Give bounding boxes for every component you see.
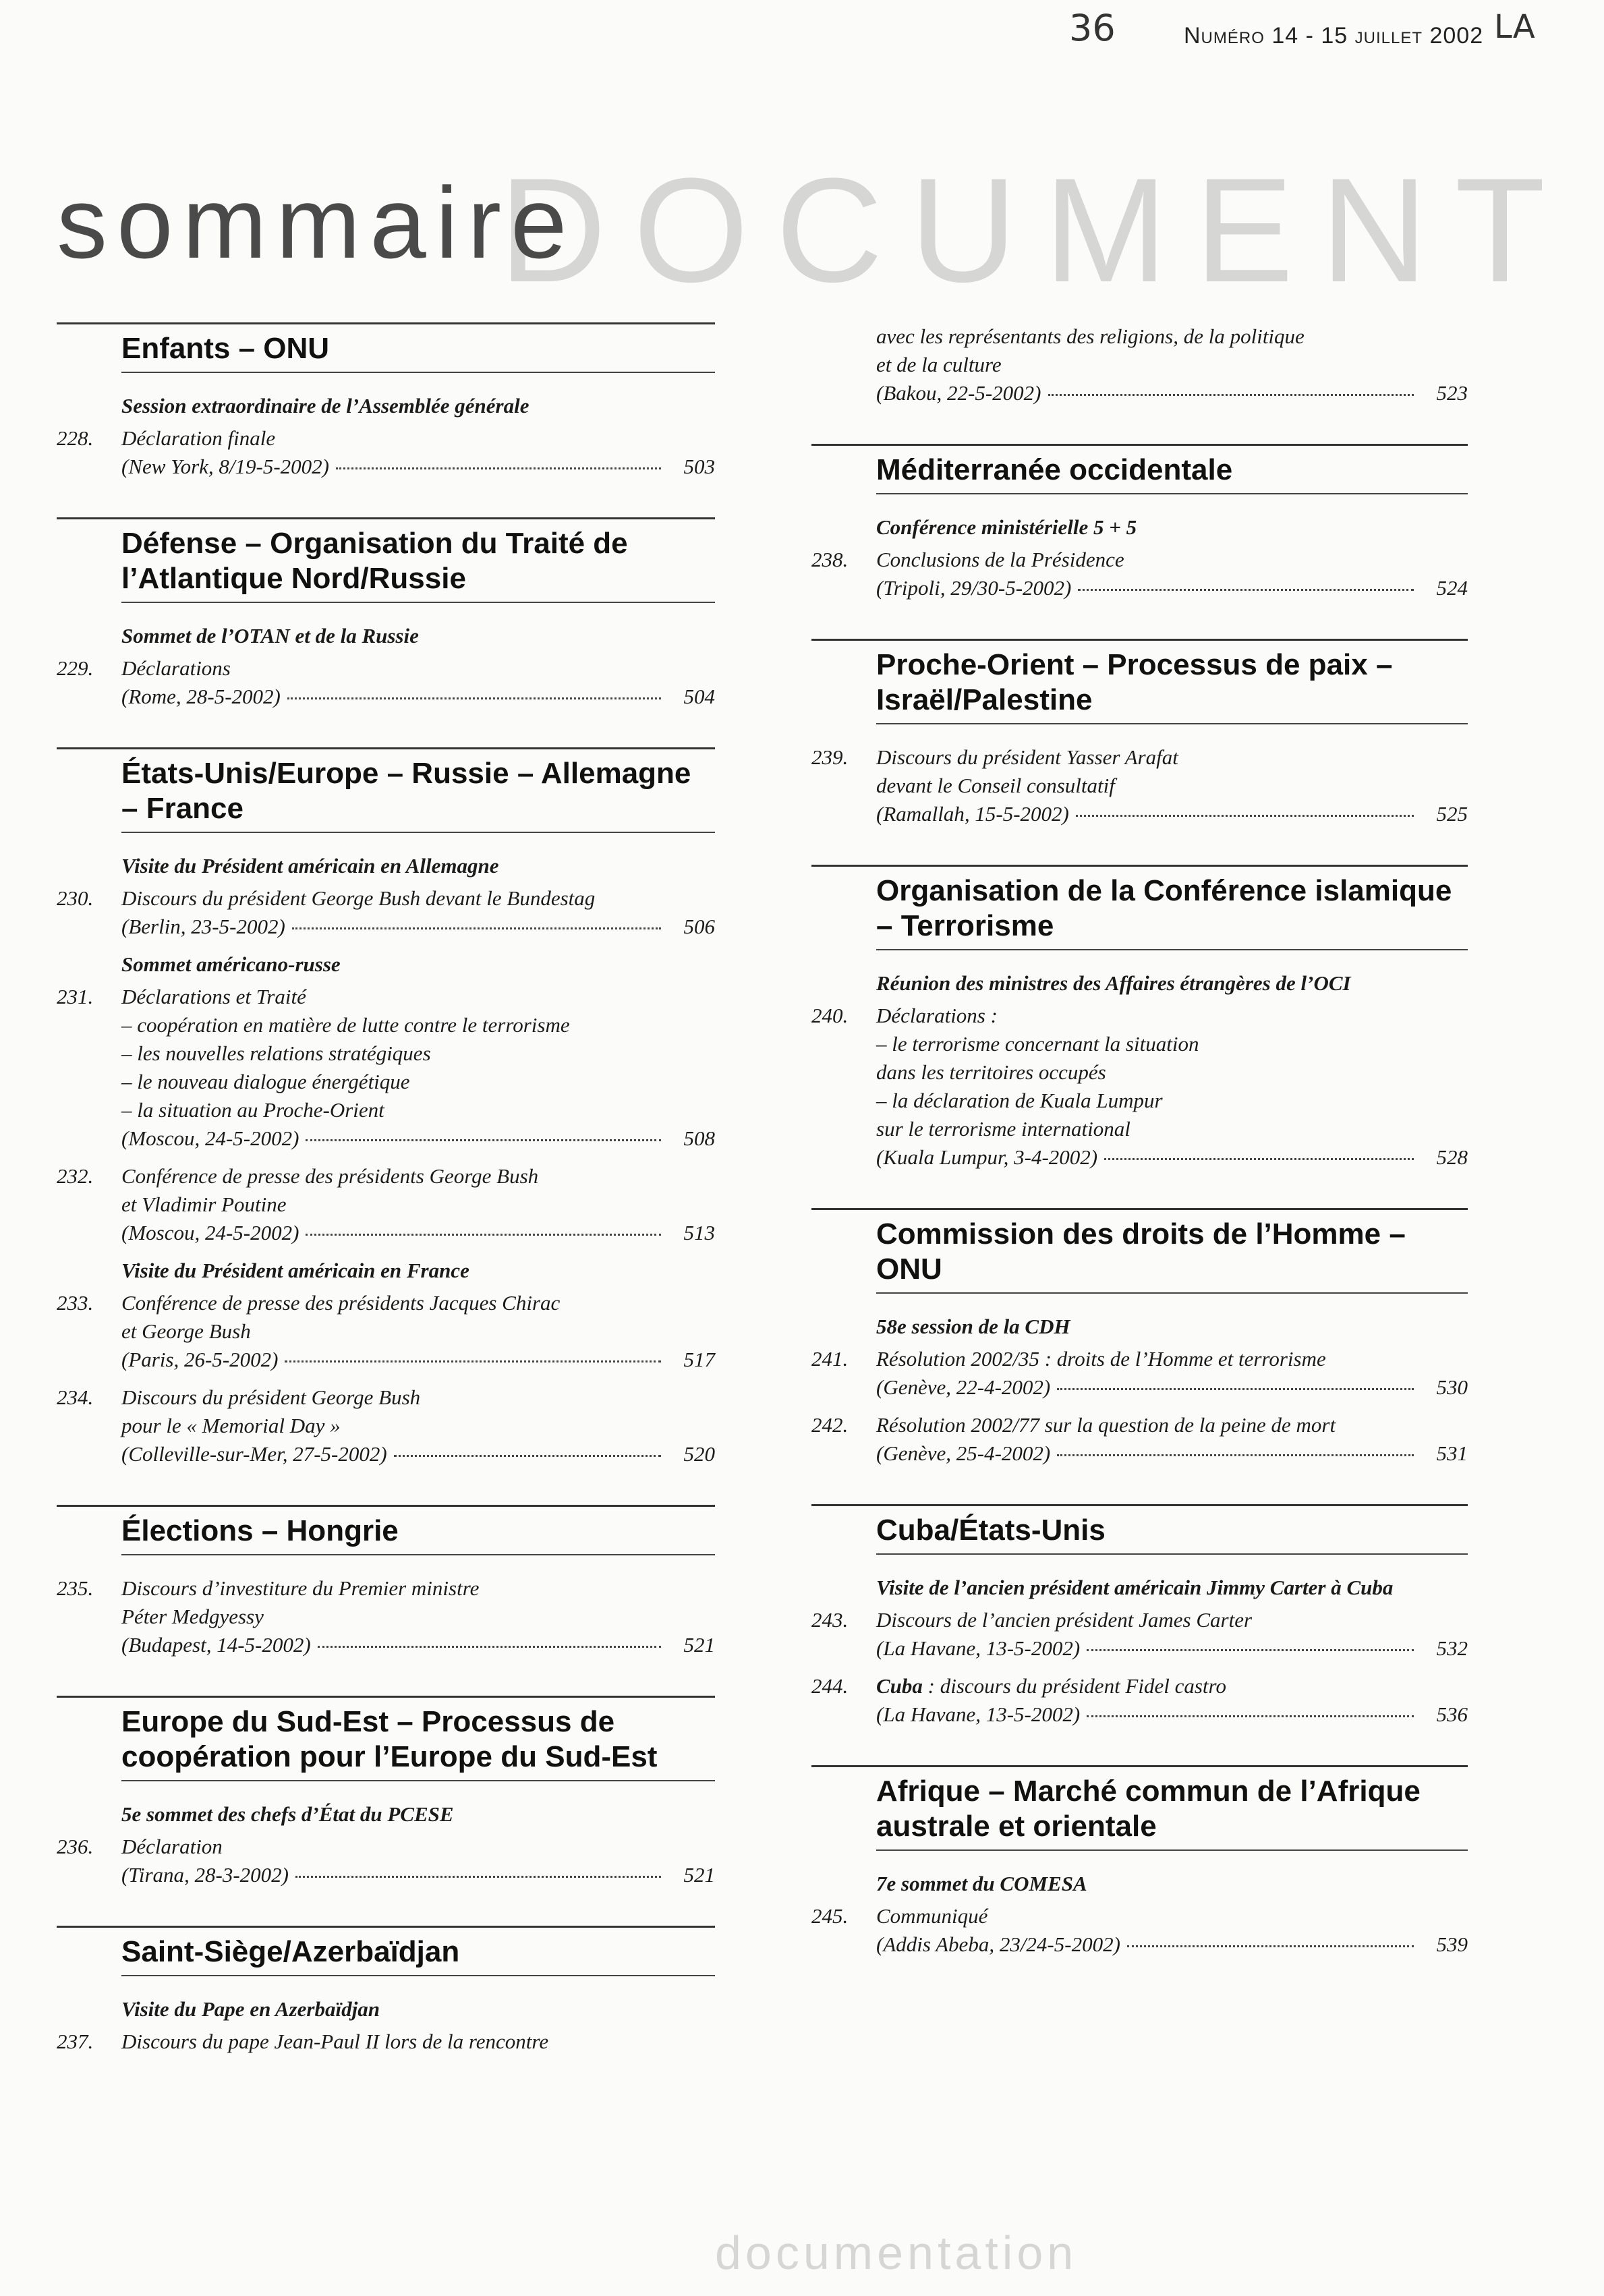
session-subtitle: Réunion des ministres des Affaires étrangères de l’OCI <box>876 971 1351 995</box>
entry-page-number: 503 <box>683 455 715 478</box>
section-gap <box>57 1478 715 1505</box>
entry-page-number: 521 <box>683 1863 715 1887</box>
dot-leader <box>1104 1158 1414 1160</box>
section-underline <box>121 832 715 833</box>
section-rule <box>57 517 715 519</box>
section-gap <box>811 417 1468 444</box>
dot-leader <box>1057 1454 1414 1456</box>
section-gap <box>57 1899 715 1926</box>
entry-place-date: (La Havane, 13-5-2002) <box>876 1636 1081 1660</box>
toc-section <box>811 322 1468 407</box>
section-underline <box>121 1975 715 1976</box>
session-subtitle: 5e sommet des chefs d’État du PCESE <box>121 1802 454 1826</box>
entry-page-number: 504 <box>683 685 715 708</box>
entry-page-number: 532 <box>1436 1636 1468 1660</box>
toc-section <box>811 1738 1468 1959</box>
section-title: Défense – Organisation du Traité de l’Atlantique Nord/Russie <box>121 527 628 595</box>
session-subtitle: Sommet de l’OTAN et de la Russie <box>121 624 419 648</box>
dot-leader <box>306 1139 661 1141</box>
issue-number: 14 - 15 <box>1271 23 1348 49</box>
entry-line: sur le terrorisme international <box>876 1117 1130 1141</box>
entry-body <box>811 743 1468 828</box>
toc-entry <box>57 1289 715 1374</box>
section-rule <box>811 1765 1468 1767</box>
entry-place-date: (Paris, 26-5-2002) <box>121 1348 279 1371</box>
session-subtitle: Visite du Pape en Azerbaïdjan <box>121 1997 380 2021</box>
entry-reference <box>121 1631 715 1659</box>
entry-number: 233. <box>57 1291 94 1315</box>
section-rule <box>811 444 1468 446</box>
toc-entry <box>811 322 1468 407</box>
section-gap <box>57 490 715 517</box>
entry-place-date: (Addis Abeba, 23/24-5-2002) <box>876 1932 1120 1956</box>
entry-line: Déclarations et Traité <box>121 985 306 1008</box>
entry-page-number: 521 <box>683 1633 715 1657</box>
entry-line: Déclaration <box>121 1835 223 1858</box>
entry-body <box>811 546 1468 602</box>
entry-reference <box>121 1346 715 1374</box>
entry-reference <box>121 683 715 711</box>
right-column <box>811 322 1468 1968</box>
entry-reference <box>876 1143 1468 1172</box>
entry-number: 232. <box>57 1164 94 1188</box>
entry-body <box>57 1574 715 1659</box>
entry-line: Discours de l’ancien président James Carter <box>876 1608 1253 1632</box>
dot-leader <box>1087 1649 1414 1651</box>
entry-line: Discours du président Yasser Arafat <box>876 745 1178 769</box>
toc-entry <box>811 743 1468 828</box>
issue-header <box>1184 23 1483 49</box>
dot-leader <box>306 1234 661 1236</box>
toc-entry <box>57 424 715 481</box>
entry-reference <box>121 913 715 941</box>
entry-body <box>57 884 715 941</box>
session-subtitle: 7e sommet du COMESA <box>876 1872 1087 1895</box>
entry-line: Discours du président George Bush devant le Bundestag <box>121 886 596 910</box>
section-title: Proche-Orient – Processus de paix – Israël/Palestine <box>876 648 1393 716</box>
entry-place-date: (Genève, 25-4-2002) <box>876 1441 1051 1465</box>
entry-reference <box>876 1373 1468 1402</box>
entry-line: – les nouvelles relations stratégiques <box>121 1041 431 1065</box>
toc-entry <box>811 1002 1468 1172</box>
entry-line: et de la culture <box>876 353 1002 376</box>
dot-leader <box>1076 815 1414 817</box>
toc-entry <box>57 1833 715 1889</box>
entry-line: Conclusions de la Présidence <box>876 548 1124 571</box>
entry-line: et Vladimir Poutine <box>121 1193 287 1216</box>
left-column <box>57 322 715 2065</box>
dot-leader <box>292 927 661 929</box>
dot-leader <box>1127 1945 1414 1947</box>
entry-number: 240. <box>811 1004 849 1027</box>
section-title: Enfants – ONU <box>121 332 330 365</box>
entry-body <box>811 1345 1468 1402</box>
page-title: sommaire <box>57 166 577 279</box>
entry-line: pour le « Memorial Day » <box>121 1414 341 1437</box>
entry-number: 243. <box>811 1608 849 1632</box>
section-rule <box>57 747 715 749</box>
toc-entry <box>57 983 715 1153</box>
entry-place-date: (Colleville-sur-Mer, 27-5-2002) <box>121 1442 387 1466</box>
section-rule <box>811 1208 1468 1210</box>
toc-section <box>57 1478 715 1659</box>
entry-number: 245. <box>811 1904 849 1928</box>
entry-number: 228. <box>57 426 94 450</box>
entry-number: 242. <box>811 1413 849 1437</box>
dot-leader <box>295 1876 661 1878</box>
section-gap <box>811 1181 1468 1208</box>
entry-number: 231. <box>57 985 94 1008</box>
section-rule <box>57 322 715 324</box>
entry-body <box>811 322 1468 407</box>
entry-line: dans les territoires occupés <box>876 1060 1106 1084</box>
entry-body <box>57 654 715 711</box>
entry-body <box>57 1833 715 1889</box>
entry-place-date: (Moscou, 24-5-2002) <box>121 1221 299 1244</box>
entry-page-number: 508 <box>683 1126 715 1150</box>
section-gap <box>57 1669 715 1696</box>
toc-section <box>57 490 715 711</box>
section-title: Saint-Siège/Azerbaïdjan <box>121 1935 460 1968</box>
entry-page-number: 536 <box>1436 1702 1468 1726</box>
entry-line: Résolution 2002/77 sur la question de la peine de mort <box>876 1413 1336 1437</box>
entry-reference <box>876 379 1468 407</box>
section-underline <box>876 493 1468 494</box>
section-gap <box>811 1738 1468 1765</box>
toc-section <box>57 720 715 1468</box>
handwritten-page-number: 36 <box>1069 7 1116 49</box>
entry-line: – la déclaration de Kuala Lumpur <box>876 1089 1163 1112</box>
entry-line: Déclaration finale <box>121 426 276 450</box>
toc-section <box>811 838 1468 1172</box>
section-title: Méditerranée occidentale <box>876 453 1233 486</box>
entry-body <box>811 1002 1468 1172</box>
section-title: Organisation de la Conférence islamique – Terrorisme <box>876 874 1452 942</box>
entry-line: Résolution 2002/35 : droits de l’Homme et terrorisme <box>876 1347 1326 1371</box>
entry-body <box>57 1383 715 1468</box>
entry-reference <box>876 1930 1468 1959</box>
toc-section <box>57 322 715 481</box>
section-underline <box>876 723 1468 724</box>
entry-place-date: (Kuala Lumpur, 3-4-2002) <box>876 1145 1098 1169</box>
toc-section <box>811 1181 1468 1468</box>
entry-number: 238. <box>811 548 849 571</box>
entry-line: – coopération en matière de lutte contre le terrorisme <box>121 1013 570 1037</box>
ghost-brand-word: DOCUMENT <box>499 147 1573 313</box>
entry-reference <box>121 1124 715 1153</box>
entry-line: Discours du pape Jean-Paul II lors de la rencontre <box>121 2030 549 2053</box>
entry-place-date: (New York, 8/19-5-2002) <box>121 455 329 478</box>
issue-prefix: Numéro <box>1184 23 1265 49</box>
section-underline <box>121 1554 715 1555</box>
entry-line: – le terrorisme concernant la situation <box>876 1032 1199 1056</box>
session-subtitle: Visite de l’ancien président américain Jimmy Carter à Cuba <box>876 1576 1394 1599</box>
handwritten-initials: LA <box>1494 8 1535 46</box>
toc-section <box>811 417 1468 602</box>
entry-number: 236. <box>57 1835 94 1858</box>
entry-place-date: (Genève, 22-4-2002) <box>876 1375 1051 1399</box>
entry-line: – la situation au Proche-Orient <box>121 1098 384 1122</box>
section-underline <box>876 1553 1468 1555</box>
entry-line: Déclarations : <box>876 1004 998 1027</box>
entry-body <box>57 1162 715 1247</box>
section-rule <box>811 639 1468 641</box>
entry-reference <box>876 574 1468 602</box>
section-underline <box>876 1292 1468 1294</box>
entry-number: 241. <box>811 1347 849 1371</box>
toc-section <box>57 1899 715 2056</box>
entry-line: devant le Conseil consultatif <box>876 774 1115 797</box>
dot-leader <box>1057 1388 1414 1390</box>
entry-line: Communiqué <box>876 1904 988 1928</box>
entry-place-date: (Moscou, 24-5-2002) <box>121 1126 299 1150</box>
entry-reference <box>876 1439 1468 1468</box>
section-rule <box>57 1505 715 1507</box>
entry-body <box>57 2028 715 2056</box>
entry-line: Cuba : discours du président Fidel castro <box>876 1674 1226 1698</box>
issue-month: juillet <box>1354 23 1423 49</box>
toc-entry <box>57 654 715 711</box>
toc-entry <box>57 1383 715 1468</box>
dot-leader <box>1078 589 1414 591</box>
entry-place-date: (Berlin, 23-5-2002) <box>121 915 285 938</box>
entry-page-number: 528 <box>1436 1145 1468 1169</box>
section-underline <box>121 1780 715 1781</box>
toc-section <box>811 1477 1468 1729</box>
entry-place-date: (Budapest, 14-5-2002) <box>121 1633 311 1657</box>
toc-entry <box>811 546 1468 602</box>
toc-entry <box>57 1574 715 1659</box>
session-subtitle: 58e session de la CDH <box>876 1315 1070 1338</box>
entry-place-date: (Tirana, 28-3-2002) <box>121 1863 289 1887</box>
entry-reference <box>121 453 715 481</box>
section-underline <box>876 949 1468 950</box>
toc-entry <box>57 2028 715 2056</box>
toc-section <box>57 1669 715 1889</box>
toc-entry <box>811 1606 1468 1663</box>
entry-body <box>57 424 715 481</box>
entry-page-number: 525 <box>1436 802 1468 826</box>
section-gap <box>811 1477 1468 1504</box>
entry-body <box>811 1902 1468 1959</box>
section-gap <box>811 838 1468 865</box>
entry-number: 230. <box>57 886 94 910</box>
entry-line: – le nouveau dialogue énergétique <box>121 1070 410 1093</box>
section-title: Cuba/États-Unis <box>876 1514 1106 1547</box>
entry-line: Péter Medgyessy <box>121 1605 264 1628</box>
entry-page-number: 520 <box>683 1442 715 1466</box>
entry-line: et George Bush <box>121 1319 251 1343</box>
entry-place-date: (Bakou, 22-5-2002) <box>876 381 1041 405</box>
dot-leader <box>318 1646 661 1648</box>
issue-year: 2002 <box>1429 23 1484 49</box>
toc-entry <box>811 1411 1468 1468</box>
section-underline <box>121 602 715 603</box>
entry-place-date: (Tripoli, 29/30-5-2002) <box>876 576 1072 600</box>
entry-body <box>57 1289 715 1374</box>
dot-leader <box>394 1455 661 1457</box>
entry-page-number: 530 <box>1436 1375 1468 1399</box>
entry-page-number: 517 <box>683 1348 715 1371</box>
session-subtitle: Conférence ministérielle 5 + 5 <box>876 515 1137 539</box>
entry-page-number: 531 <box>1436 1441 1468 1465</box>
entry-reference <box>876 800 1468 828</box>
entry-number: 229. <box>57 656 94 680</box>
entry-place-date: (Ramallah, 15-5-2002) <box>876 802 1069 826</box>
entry-number: 237. <box>57 2030 94 2053</box>
entry-page-number: 524 <box>1436 576 1468 600</box>
dot-leader <box>285 1360 661 1362</box>
dot-leader <box>1048 394 1414 396</box>
entry-body <box>811 1606 1468 1663</box>
toc-entry <box>57 1162 715 1247</box>
entry-place-date: (Rome, 28-5-2002) <box>121 685 281 708</box>
dot-leader <box>1087 1715 1414 1717</box>
entry-place-date: (La Havane, 13-5-2002) <box>876 1702 1081 1726</box>
dot-leader <box>287 697 661 699</box>
section-underline <box>121 372 715 373</box>
entry-number: 239. <box>811 745 849 769</box>
entry-number: 235. <box>57 1576 94 1600</box>
section-rule <box>57 1696 715 1698</box>
toc-entry <box>57 884 715 941</box>
toc-entry <box>811 1345 1468 1402</box>
entry-line: Conférence de presse des présidents Jacques Chirac <box>121 1291 561 1315</box>
section-gap <box>57 720 715 747</box>
section-rule <box>811 865 1468 867</box>
session-subtitle: Visite du Président américain en France <box>121 1259 469 1282</box>
section-title: Europe du Sud-Est – Processus de coopération pour l’Europe du Sud-Est <box>121 1705 658 1773</box>
toc-entry <box>811 1902 1468 1959</box>
entry-line: Discours du président George Bush <box>121 1385 421 1409</box>
section-rule <box>57 1926 715 1928</box>
session-subtitle: Session extraordinaire de l’Assemblée générale <box>121 394 529 418</box>
section-gap <box>811 612 1468 639</box>
entry-line-emphasis: Cuba <box>876 1674 923 1698</box>
entry-page-number: 523 <box>1436 381 1468 405</box>
ghost-footer-word: documentation <box>715 2227 1078 2279</box>
entry-reference <box>121 1219 715 1247</box>
entry-line: Conférence de presse des présidents George Bush <box>121 1164 539 1188</box>
toc-entry <box>811 1672 1468 1729</box>
session-subtitle: Sommet américano-russe <box>121 952 341 976</box>
entry-page-number: 513 <box>683 1221 715 1244</box>
entry-reference <box>121 1861 715 1889</box>
entry-number: 234. <box>57 1385 94 1409</box>
section-title: Élections – Hongrie <box>121 1514 399 1547</box>
entry-body <box>811 1672 1468 1729</box>
entry-reference <box>876 1634 1468 1663</box>
entry-body <box>811 1411 1468 1468</box>
section-title: Afrique – Marché commun de l’Afrique australe et orientale <box>876 1775 1421 1843</box>
toc-section <box>811 612 1468 828</box>
entry-page-number: 506 <box>683 915 715 938</box>
section-underline <box>876 1849 1468 1851</box>
entry-line: avec les représentants des religions, de la politique <box>876 324 1305 348</box>
section-rule <box>811 1504 1468 1506</box>
session-subtitle: Visite du Président américain en Allemagne <box>121 854 499 878</box>
entry-line: Discours d’investiture du Premier ministre <box>121 1576 480 1600</box>
entry-reference <box>121 1440 715 1468</box>
entry-number: 244. <box>811 1674 849 1698</box>
section-title: États-Unis/Europe – Russie – Allemagne – France <box>121 757 691 825</box>
entry-reference <box>876 1700 1468 1729</box>
section-title: Commission des droits de l’Homme – ONU <box>876 1217 1406 1286</box>
entry-line: Déclarations <box>121 656 231 680</box>
dot-leader <box>336 467 661 469</box>
entry-body <box>57 983 715 1153</box>
entry-page-number: 539 <box>1436 1932 1468 1956</box>
